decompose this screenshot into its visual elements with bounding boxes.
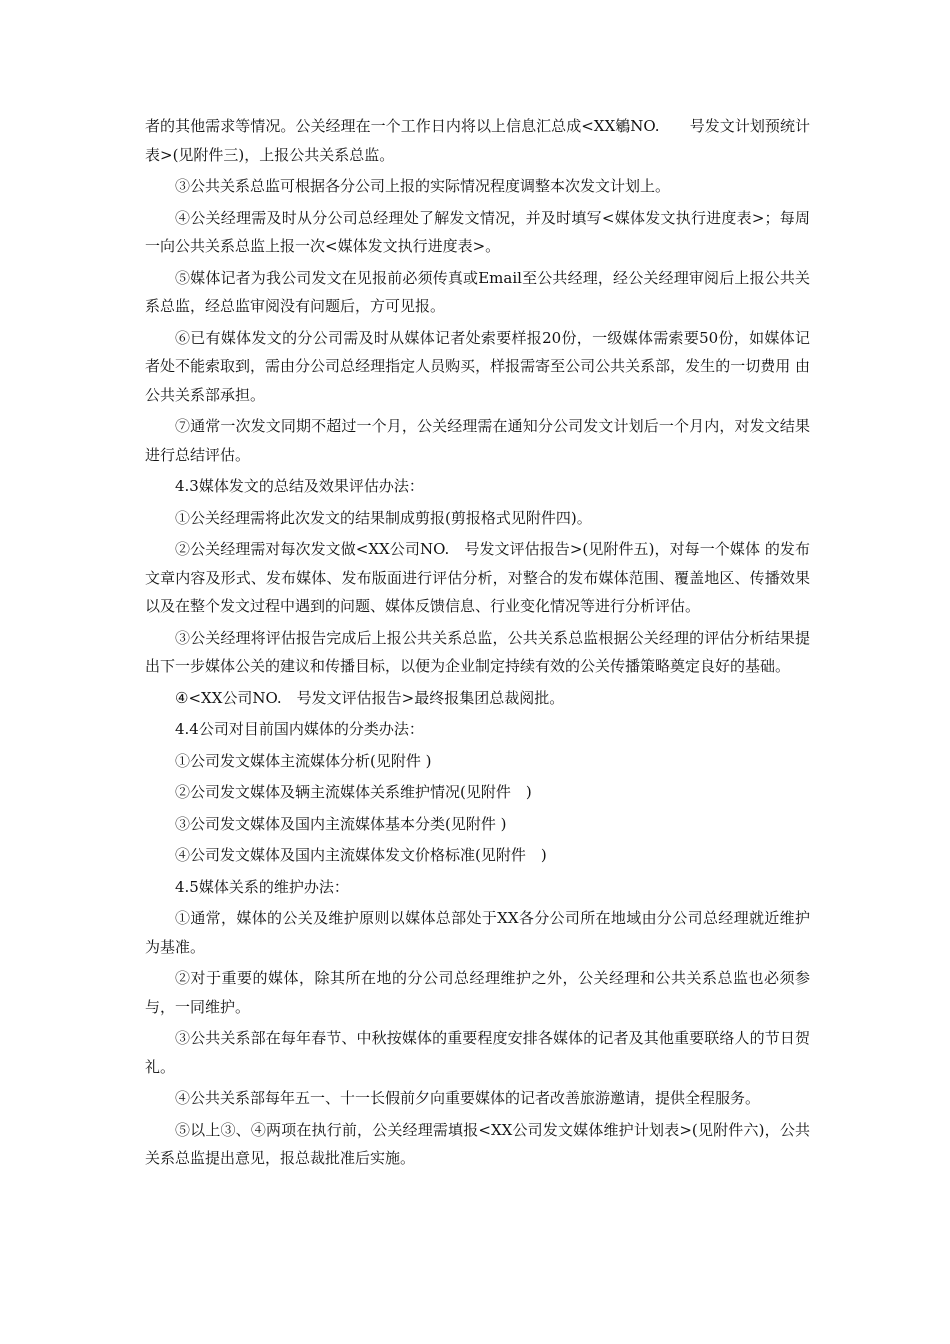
paragraph-item-6: ⑥已有媒体发文的分公司需及时从媒体记者处索要样报20份，一级媒体需索要50份，如媒体记者处不能索取到，需由分公司总经理指定人员购买，样报需寄至公司公共关系部，发生的一切费用 由公共关系部承担。 xyxy=(145,328,810,404)
paragraph-4-4-item-2: ②公司发文媒体及辆主流媒体关系维护情况(见附件 ) xyxy=(175,783,532,801)
paragraph-4-4-item-3: ③公司发文媒体及国内主流媒体基本分类(见附件 ) xyxy=(175,814,507,833)
paragraph-4-5-item-4: ④公共关系部每年五一、十一长假前夕向重要媒体的记者改善旅游邀请，提供全程服务。 xyxy=(175,1089,761,1107)
section-heading-4-5: 4.5媒体关系的维护办法： xyxy=(175,877,349,896)
paragraph-continuation: 者的其他需求等情况。公关经理在一个工作日内将以上信息汇总成<XX鵴NO. 号发文计划预统计表>(见附件三)，上报公共关系总监。 xyxy=(145,117,810,164)
paragraph-item-3: ③公共关系总监可根据各分公司上报的实际情况程度调整本次发文计划上。 xyxy=(175,177,671,195)
paragraph-4-5-item-2: ②对于重要的媒体，除其所在地的分公司总经理维护之外，公关经理和公共关系总监也必须参与，一同维护。 xyxy=(145,969,810,1016)
paragraph-4-3-item-4: ④<XX公司NO. 号发文评估报告>最终报集团总裁阅批。 xyxy=(175,688,565,707)
paragraph-4-5-item-3: ③公共关系部在每年春节、中秋按媒体的重要程度安排各媒体的记者及其他重要联络人的节日贺礼。 xyxy=(145,1029,810,1076)
section-heading-4-4: 4.4公司对目前国内媒体的分类办法： xyxy=(175,720,424,738)
paragraph-4-5-item-1: ①通常，媒体的公关及维护原则以媒体总部处于XX各分公司所在地域由分公司总经理就近维护为基准。 xyxy=(145,909,810,956)
document-body xyxy=(145,112,810,1173)
paragraph-4-5-item-5: ⑤以上③、④两项在执行前，公关经理需填报<XX公司发文媒体维护计划表>(见附件六)，公共关系总监提出意见，报总裁批准后实施。 xyxy=(145,1120,810,1167)
paragraph-4-3-item-1: ①公关经理需将此次发文的结果制成剪报(剪报格式见附件四)。 xyxy=(175,508,592,527)
paragraph-4-4-item-1: ①公司发文媒体主流媒体分析(见附件 ) xyxy=(175,751,432,770)
paragraph-item-4: ④公关经理需及时从分公司总经理处了解发文情况，并及时填写<媒体发文执行进度表>；每周一向公共关系总监上报一次<媒体发文执行进度表>。 xyxy=(145,208,810,255)
paragraph-item-7: ⑦通常一次发文同期不超过一个月，公关经理需在通知分公司发文计划后一个月内，对发文结果进行总结评估。 xyxy=(145,417,810,464)
section-heading-4-3: 4.3媒体发文的总结及效果评估办法： xyxy=(175,477,424,495)
paragraph-4-4-item-4: ④公司发文媒体及国内主流媒体发文价格标准(见附件 ) xyxy=(175,846,547,864)
paragraph-4-3-item-3: ③公关经理将评估报告完成后上报公共关系总监，公共关系总监根据公关经理的评估分析结果提出下一步媒体公关的建议和传播目标，以便为企业制定持续有效的公关传播策略奠定良好的基础。 xyxy=(145,628,810,675)
paragraph-item-5: ⑤媒体记者为我公司发文在见报前必须传真或Email至公共经理，经公关经理审阅后上报公共关系总监，经总监审阅没有问题后，方可见报。 xyxy=(145,268,810,315)
paragraph-4-3-item-2: ②公关经理需对每次发文做<XX公司NO. 号发文评估报告>(见附件五)，对每一个媒体 的发布文章内容及形式、发布媒体、发布版面进行评估分析，对整合的发布媒体范围、覆盖地区、传播效果以及在整个发文过程中遇到的问题、媒体反馈信息、行业变化情况等进行分析评估。 xyxy=(145,540,810,615)
